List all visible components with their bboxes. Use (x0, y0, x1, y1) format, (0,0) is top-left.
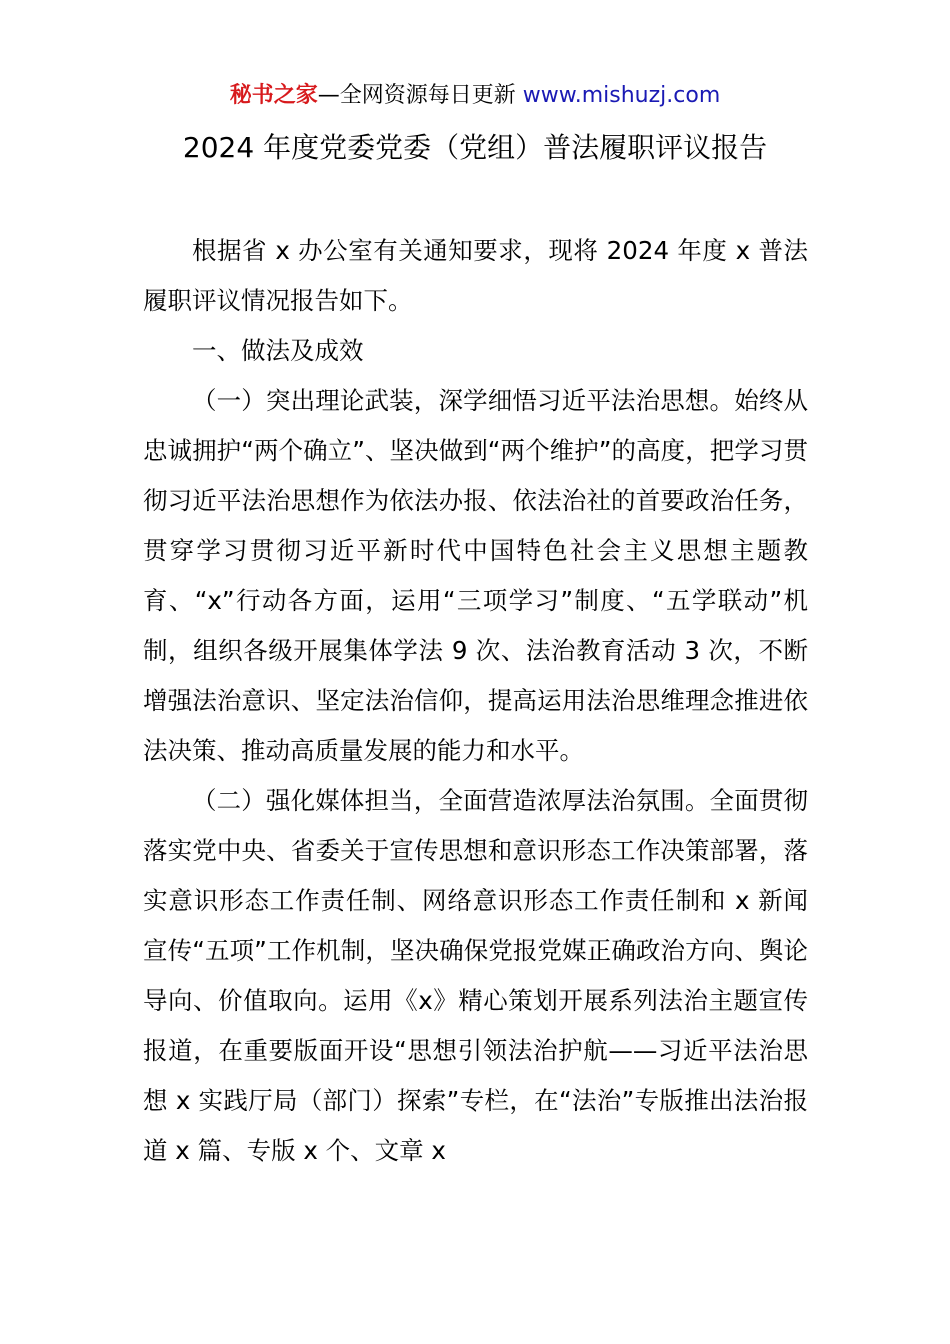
brand-name: 秘书之家 (229, 83, 318, 108)
section-heading: 一、做法及成效 (192, 336, 364, 365)
document-title: 2024 年度党委党委（党组）普法履职评议报告 (182, 131, 768, 164)
header-tagline: —全网资源每日更新 (317, 83, 516, 108)
paragraph-theory: （一）突出理论武装，深学细悟习近平法治思想。始终从忠诚拥护“两个确立”、坚决做到“两个维护”的高度，把学习贯彻习近平法治思想作为依法办报、依法治社的首要政治任务，贯穿学习贯彻习近平新时代中国特色社会主义思想主题教育、“x”行动各方面，运用“三项学习”制度、“五学联动”机制，组织各级开展集体学法 9 次、法治教育活动 3 次，不断增强法治意识、坚定法治信仰，提高运用法治思维理念推进依法决策、推动高质量发展的能力和水平。 (143, 386, 808, 765)
paragraph-media: （二）强化媒体担当，全面营造浓厚法治氛围。全面贯彻落实党中央、省委关于宣传思想和意识形态工作决策部署，落实意识形态工作责任制、网络意识形态工作责任制和 x 新闻宣传“五项”工作机制，坚决确保党报党媒正确政治方向、舆论导向、价值取向。运用《x》精心策划开展系列法治主题宣传报道，在重要版面开设“思想引领法治护航——习近平法治思想 x 实践厅局（部门）探索”专栏，在“法治”专版推出法治报道 x 篇、专版 x 个、文章 x (143, 786, 808, 1165)
document-body (143, 226, 808, 1176)
site-header (0, 80, 950, 112)
intro-paragraph: 根据省 x 办公室有关通知要求，现将 2024 年度 x 普法履职评议情况报告如下。 (143, 236, 808, 315)
site-url-link[interactable]: www.mishuzj.com (522, 83, 721, 108)
